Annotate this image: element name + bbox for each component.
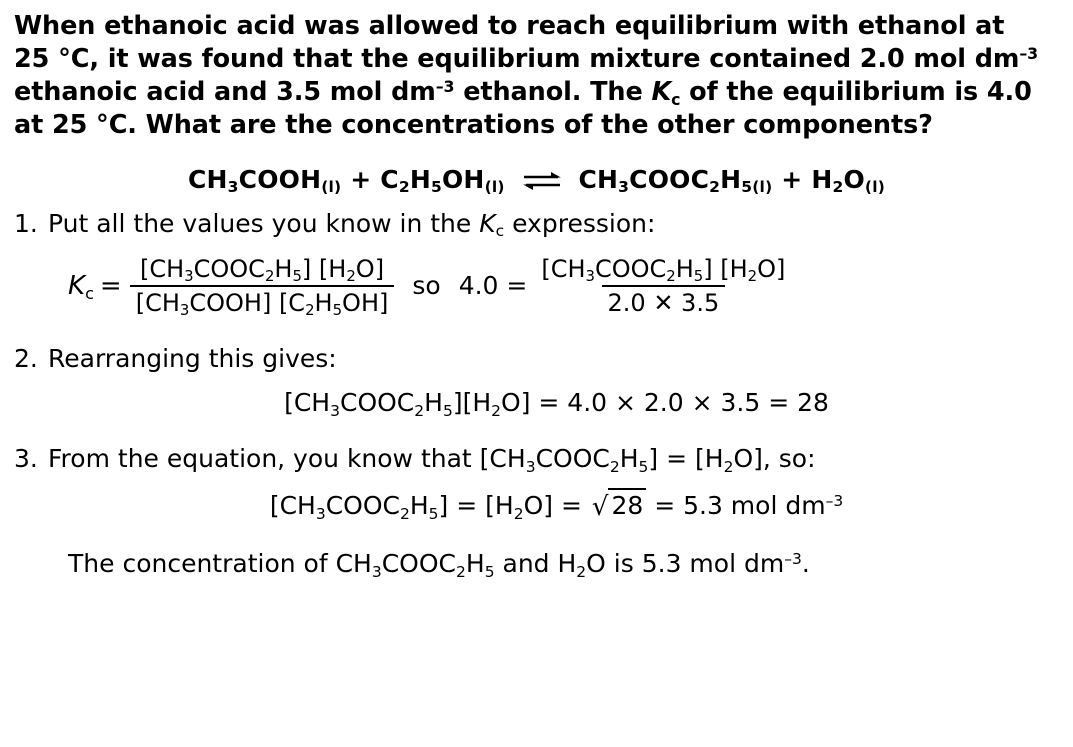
num-e: O] bbox=[355, 254, 385, 283]
kc-expression-label bbox=[68, 271, 94, 301]
reactant1-part1: CH bbox=[187, 164, 228, 194]
question-line-2-superscript: –3 bbox=[1019, 43, 1039, 63]
kc-substituted-fraction bbox=[535, 255, 791, 317]
num-sub1: 3 bbox=[184, 267, 194, 286]
conc-f: . bbox=[801, 549, 810, 579]
conc-sub3: 5 bbox=[484, 562, 495, 581]
s3-sub2: 2 bbox=[609, 457, 620, 476]
step-1-text-a: Put all the values you know in the bbox=[48, 208, 480, 238]
den-b: COOH] [C bbox=[189, 288, 306, 317]
question-line-3 bbox=[14, 76, 1059, 109]
conc-e: O is 5.3 mol dm bbox=[586, 549, 785, 579]
num-sub4: 2 bbox=[346, 267, 356, 286]
conc-b: COOC bbox=[381, 549, 456, 579]
question-line-1-text: When ethanoic acid was allowed to reach equilibrium with ethanol at bbox=[14, 11, 1005, 41]
s3-sub4: 2 bbox=[723, 457, 734, 476]
question-line-3-text-b: ethanol. The bbox=[454, 77, 652, 108]
num2-b: COOC bbox=[594, 254, 667, 283]
m2-sub4: 2 bbox=[491, 401, 502, 420]
den-d: OH] bbox=[342, 288, 389, 317]
step-2-equation bbox=[14, 388, 1059, 420]
kc-expression-line bbox=[14, 254, 1059, 320]
conc-sub4: 2 bbox=[576, 562, 587, 581]
num-a: [CH bbox=[140, 254, 185, 283]
m3-sub4: 2 bbox=[513, 504, 524, 523]
kc-expression-k: K bbox=[68, 270, 86, 301]
m2-b: COOC bbox=[339, 388, 415, 418]
conc-sub1: 3 bbox=[371, 562, 382, 581]
product1-part1: CH bbox=[578, 164, 619, 194]
num-b: COOC bbox=[193, 254, 265, 283]
m3-sub2: 2 bbox=[399, 504, 410, 523]
reactant1-part2: COOH bbox=[238, 164, 322, 194]
kc-value-equals: 4.0 = bbox=[458, 271, 528, 301]
kc-expression-sub: c bbox=[85, 283, 94, 303]
conc-sub2: 2 bbox=[456, 562, 466, 581]
question-line-3-text-c: of the equilibrium is 4.0 bbox=[680, 77, 1032, 108]
m2-sub2: 2 bbox=[414, 401, 425, 420]
m2-c: H bbox=[424, 388, 443, 418]
product2-state: (l) bbox=[864, 178, 885, 197]
product1-part3: H bbox=[720, 164, 742, 194]
step-2-text: Rearranging this gives: bbox=[48, 343, 337, 373]
step-1-kc-sub: c bbox=[495, 222, 505, 241]
product1-part2: COOC bbox=[629, 164, 710, 194]
reactant2-part2: H bbox=[409, 164, 431, 194]
num2-d: ] [H bbox=[703, 254, 748, 283]
step-3-number: 3. bbox=[14, 444, 38, 474]
step-2 bbox=[14, 343, 1059, 374]
num2-sub2: 2 bbox=[666, 267, 676, 286]
reactant1-state: (l) bbox=[321, 178, 342, 197]
num2-sub3: 5 bbox=[693, 267, 704, 286]
product2-part1: H bbox=[811, 164, 833, 194]
question-line-4 bbox=[14, 109, 1059, 142]
radicand-value: 28 bbox=[608, 488, 646, 520]
num2-sub1: 3 bbox=[585, 267, 595, 286]
solution-steps bbox=[14, 208, 1059, 579]
step-3-equation bbox=[14, 488, 1059, 521]
question-line-1 bbox=[14, 10, 1059, 43]
m3-a: [CH bbox=[269, 491, 316, 521]
num2-c: H bbox=[675, 254, 694, 283]
m3-b: COOC bbox=[325, 491, 400, 521]
step-3-text bbox=[48, 443, 1059, 474]
conc-c: H bbox=[465, 549, 485, 579]
num-sub2: 2 bbox=[264, 267, 275, 286]
kc-fraction-denominator bbox=[130, 285, 395, 320]
kc-equals-sign: = bbox=[99, 270, 122, 301]
step-2-number: 2. bbox=[14, 343, 38, 373]
kc-fraction-numerator bbox=[134, 255, 390, 285]
reactant2-sub1: 2 bbox=[398, 178, 410, 197]
reactant2-sub2: 5 bbox=[430, 178, 442, 197]
m3-sup: –3 bbox=[825, 492, 844, 511]
s3-c: H bbox=[619, 444, 639, 474]
m3-d: ] = [H bbox=[438, 491, 514, 521]
conclusion-text bbox=[14, 549, 1059, 581]
kc-substituted-denominator: 2.0 ✕ 3.5 bbox=[602, 285, 726, 317]
product1-sub3: 5 bbox=[741, 178, 753, 197]
num-sub3: 5 bbox=[292, 267, 302, 286]
conc-d: and H bbox=[494, 549, 577, 579]
question-line-2 bbox=[14, 43, 1059, 76]
m2-e: O] = 4.0 × 2.0 × 3.5 = 28 bbox=[501, 388, 829, 418]
s3-d: ] = [H bbox=[648, 444, 724, 474]
so-connector: so bbox=[412, 271, 441, 301]
step-3 bbox=[14, 443, 1059, 474]
den-a: [CH bbox=[135, 288, 180, 317]
question-line-4-text: at 25 °C. What are the concentrations of the other components? bbox=[14, 110, 933, 141]
conc-a: The concentration of CH bbox=[68, 549, 372, 579]
den-sub2: 2 bbox=[305, 301, 315, 320]
question-text bbox=[14, 10, 1059, 143]
m2-sub1: 3 bbox=[330, 401, 340, 420]
plus-sign-1: + bbox=[350, 164, 372, 194]
product1-sub2: 2 bbox=[709, 178, 721, 197]
reactant2-state: (l) bbox=[484, 178, 505, 197]
s3-sub1: 3 bbox=[525, 457, 536, 476]
num-d: ] [H bbox=[301, 254, 347, 283]
kc-fraction bbox=[130, 254, 395, 320]
s3-b: COOC bbox=[535, 444, 610, 474]
reactant-ethanol bbox=[380, 164, 505, 197]
num2-a: [CH bbox=[541, 254, 586, 283]
square-root bbox=[590, 488, 646, 521]
chemical-equation bbox=[14, 164, 1059, 197]
m3-f: = 5.3 mol dm bbox=[646, 491, 826, 521]
product-water bbox=[811, 164, 885, 197]
product-ethyl-ethanoate bbox=[578, 164, 773, 197]
den-sub3: 5 bbox=[332, 301, 343, 320]
num2-sub4: 2 bbox=[747, 267, 758, 286]
question-line-2-text: 25 °C, it was found that the equilibrium mixture contained 2.0 mol dm bbox=[14, 44, 1020, 75]
equilibrium-arrow-icon bbox=[522, 170, 562, 192]
m2-a: [CH bbox=[284, 388, 331, 418]
reactant2-part3: OH bbox=[441, 164, 485, 194]
reactant1-sub1: 3 bbox=[227, 178, 239, 197]
conc-sup: –3 bbox=[784, 550, 802, 569]
step-1-kc-k: K bbox=[479, 208, 496, 238]
plus-sign-2: + bbox=[781, 164, 803, 194]
m3-sub1: 3 bbox=[315, 504, 326, 523]
product1-sub1: 3 bbox=[618, 178, 630, 197]
m3-c: H bbox=[409, 491, 429, 521]
m2-sub3: 5 bbox=[442, 401, 453, 420]
kc-symbol-subscript: c bbox=[671, 90, 681, 110]
question-line-3-text-a: ethanoic acid and 3.5 mol dm bbox=[14, 77, 436, 108]
den-sub1: 3 bbox=[179, 301, 190, 320]
s3-a: From the equation, you know that [CH bbox=[48, 444, 526, 474]
product1-state: (l) bbox=[752, 178, 773, 197]
kc-substituted-numerator bbox=[535, 255, 791, 285]
m3-e: O] = bbox=[523, 491, 590, 521]
s3-e: O], so: bbox=[733, 444, 816, 474]
num2-e: O] bbox=[757, 254, 786, 283]
s3-sub3: 5 bbox=[638, 457, 649, 476]
m3-sub3: 5 bbox=[428, 504, 439, 523]
step-1-text-b: expression: bbox=[504, 208, 656, 238]
reactant-ethanoic-acid bbox=[187, 164, 342, 197]
num-c: H bbox=[274, 254, 293, 283]
step-1-number: 1. bbox=[14, 208, 38, 238]
m2-d: ][H bbox=[452, 388, 492, 418]
step-1-text bbox=[48, 208, 1059, 239]
product2-part2: O bbox=[843, 164, 865, 194]
den-c: H bbox=[314, 288, 333, 317]
kc-symbol-k: K bbox=[651, 77, 672, 108]
radical-sign-icon: √ bbox=[591, 492, 609, 523]
reactant2-part1: C bbox=[380, 164, 399, 194]
product2-sub1: 2 bbox=[832, 178, 844, 197]
question-line-3-superscript: –3 bbox=[435, 77, 455, 97]
step-1 bbox=[14, 208, 1059, 239]
